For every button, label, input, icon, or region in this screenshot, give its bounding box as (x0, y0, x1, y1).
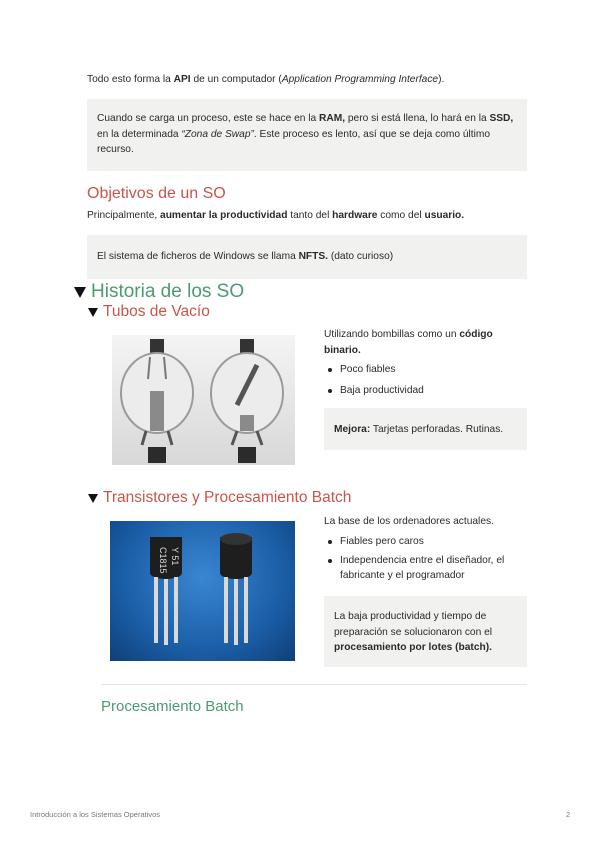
callout-nfts (87, 235, 527, 279)
list-item: Poco fiables (324, 362, 524, 378)
heading-objetivos: Objetivos de un SO (87, 185, 226, 202)
list-item: Baja productividad (324, 383, 524, 399)
toggle-triangle-icon[interactable] (88, 308, 98, 317)
list-item: Independencia entre el diseñador, el fabricante y el programador (324, 553, 524, 584)
heading-procesamiento-batch: Procesamiento Batch (101, 698, 244, 715)
footer-title: Introducción a los Sistemas Operativos (30, 810, 161, 819)
callout-mejora (324, 408, 527, 450)
heading-historia: Historia de los SO (91, 281, 245, 302)
vacuum-tubes-drawing (112, 335, 295, 465)
toggle-historia[interactable] (74, 281, 244, 303)
callout-swap (87, 99, 527, 171)
heading-transistores: Transistores y Procesamiento Batch (103, 489, 352, 506)
transistors-drawing (110, 521, 295, 661)
toggle-triangle-icon[interactable] (74, 287, 86, 298)
tubos-list (324, 362, 524, 398)
divider (101, 684, 527, 685)
intro-paragraph: Todo esto forma la API de un computador (Application Programming Interface). (87, 74, 445, 85)
callout-batch-text: La baja productividad y tiempo de preparación se solucionaron con el procesamiento por lotes (batch). (334, 611, 493, 653)
tubos-paragraph: Utilizando bombillas como un código binario. (324, 329, 493, 356)
transistores-paragraph: La base de los ordenadores actuales. (324, 516, 494, 527)
list-item: Fiables pero caros (324, 534, 524, 550)
callout-swap-text: Cuando se carga un proceso, este se hace en la RAM, pero si está llena, lo hará en la SSD, en la determinada “Zona de Swap”. Este proceso es lento, así que se deja como último recurso. (97, 113, 514, 155)
toggle-tubos[interactable] (88, 303, 210, 321)
chip-label: C1815 (158, 547, 168, 574)
objetivos-paragraph: Principalmente, aumentar la productividad tanto del hardware como del usuario. (87, 210, 465, 221)
toggle-transistores[interactable] (88, 489, 351, 507)
callout-mejora-text: Mejora: Tarjetas perforadas. Rutinas. (334, 424, 504, 435)
callout-nfts-text: El sistema de ficheros de Windows se llama NFTS. (dato curioso) (97, 251, 394, 262)
chip-label: Y 51 (170, 547, 180, 566)
transistores-list (324, 534, 524, 584)
transistors-image (110, 521, 295, 661)
vacuum-tubes-image (112, 335, 295, 465)
page-number: 2 (566, 810, 571, 819)
heading-tubos: Tubos de Vacío (103, 303, 210, 320)
callout-batch (324, 596, 527, 667)
toggle-triangle-icon[interactable] (88, 494, 98, 503)
